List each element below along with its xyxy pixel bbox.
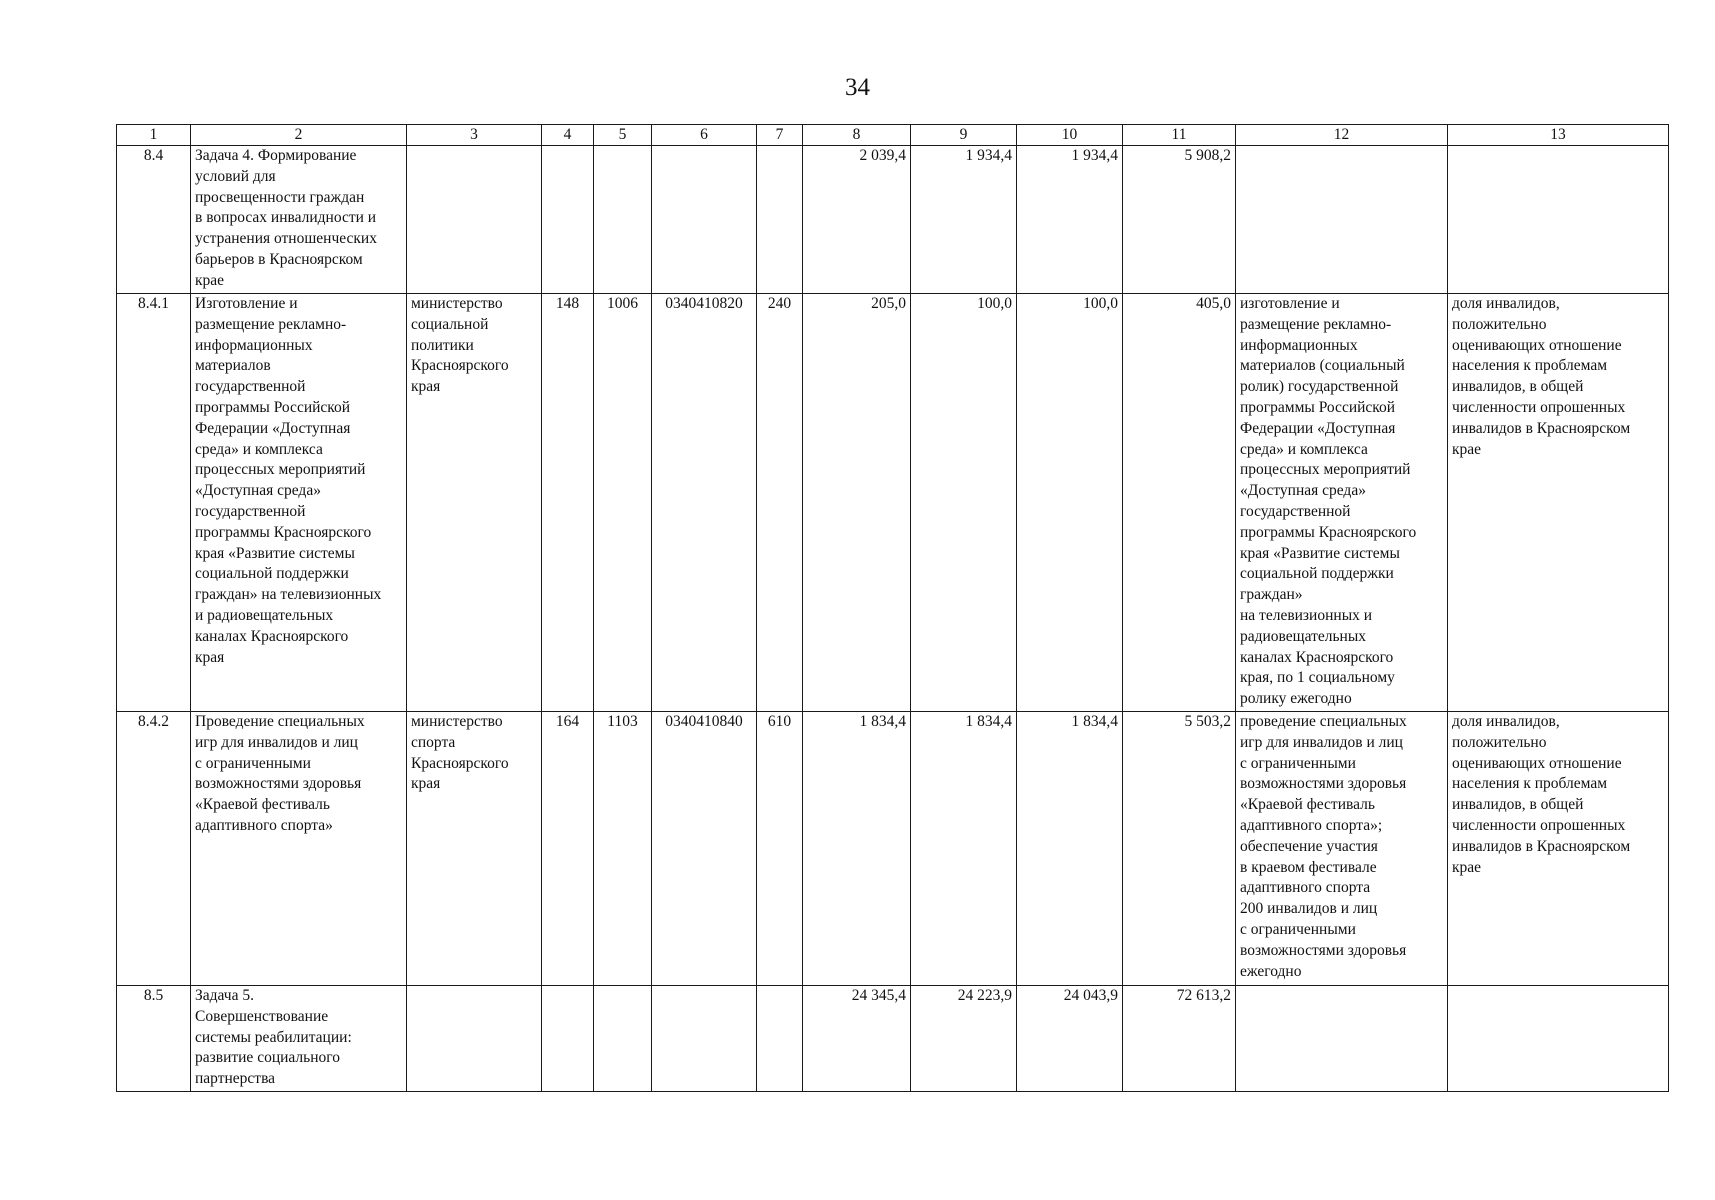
expected-result-cell [1236, 986, 1448, 1092]
column-header: 8 [803, 125, 911, 146]
year3-amount-cell: 1 834,4 [1017, 712, 1123, 986]
year1-amount-cell: 1 834,4 [803, 712, 911, 986]
vr-cell [757, 986, 803, 1092]
total-amount-cell: 5 908,2 [1123, 146, 1236, 294]
table-row [117, 712, 1669, 986]
executor-cell: министерство спорта Красноярского края [407, 712, 542, 986]
column-number-header-row [117, 125, 1669, 146]
column-header: 1 [117, 125, 191, 146]
grbs-cell: 148 [542, 294, 594, 712]
table-row [117, 986, 1669, 1092]
row-number-cell: 8.4 [117, 146, 191, 294]
vr-cell [757, 146, 803, 294]
indicator-cell: доля инвалидов, положительно оценивающих отношение населения к проблемам инвалидов, в общей численности опрошенных инвалидов в Красноярском крае [1448, 712, 1669, 986]
indicator-cell [1448, 986, 1669, 1092]
indicator-cell [1448, 146, 1669, 294]
executor-cell [407, 146, 542, 294]
column-header: 7 [757, 125, 803, 146]
executor-cell [407, 986, 542, 1092]
rzpr-cell: 1103 [594, 712, 652, 986]
expected-result-cell: изготовление и размещение рекламно- информационных материалов (социальный ролик) государственной программы Российской Федерации «Доступная среда» и комплекса процессных мероприятий «Доступная среда» государственной программы Красноярского края «Развитие системы социальной поддержки граждан» на телевизионных и радиовещательных каналах Красноярского края, по 1 социальному ролику ежегодно [1236, 294, 1448, 712]
year3-amount-cell: 24 043,9 [1017, 986, 1123, 1092]
csr-cell: 0340410840 [652, 712, 757, 986]
expected-result-cell: проведение специальных игр для инвалидов и лиц с ограниченными возможностями здоровья «Краевой фестиваль адаптивного спорта»; обеспечение участия в краевом фестивале адаптивного спорта 200 инвалидов и лиц с ограниченными возможностями здоровья ежегодно [1236, 712, 1448, 986]
csr-cell [652, 986, 757, 1092]
total-amount-cell: 72 613,2 [1123, 986, 1236, 1092]
csr-cell [652, 146, 757, 294]
executor-cell: министерство социальной политики Красноярского края [407, 294, 542, 712]
column-header: 9 [911, 125, 1017, 146]
year2-amount-cell: 1 934,4 [911, 146, 1017, 294]
table-row [117, 146, 1669, 294]
activity-name-cell: Изготовление и размещение рекламно- информационных материалов государственной программы Российской Федерации «Доступная среда» и комплекса процессных мероприятий «Доступная среда» государственной программы Красноярского края «Развитие системы социальной поддержки граждан» на телевизионных и радиовещательных каналах Красноярского края [191, 294, 407, 712]
rzpr-cell: 1006 [594, 294, 652, 712]
rzpr-cell [594, 986, 652, 1092]
expected-result-cell [1236, 146, 1448, 294]
column-header: 5 [594, 125, 652, 146]
grbs-cell [542, 986, 594, 1092]
column-header: 4 [542, 125, 594, 146]
vr-cell: 610 [757, 712, 803, 986]
total-amount-cell: 5 503,2 [1123, 712, 1236, 986]
row-number-cell: 8.5 [117, 986, 191, 1092]
column-header: 13 [1448, 125, 1669, 146]
row-number-cell: 8.4.1 [117, 294, 191, 712]
year1-amount-cell: 205,0 [803, 294, 911, 712]
year2-amount-cell: 1 834,4 [911, 712, 1017, 986]
year3-amount-cell: 100,0 [1017, 294, 1123, 712]
vr-cell: 240 [757, 294, 803, 712]
year3-amount-cell: 1 934,4 [1017, 146, 1123, 294]
table-row [117, 294, 1669, 712]
year2-amount-cell: 24 223,9 [911, 986, 1017, 1092]
row-number-cell: 8.4.2 [117, 712, 191, 986]
activity-name-cell: Задача 4. Формирование условий для просвещенности граждан в вопросах инвалидности и устранения отношенческих барьеров в Красноярском крае [191, 146, 407, 294]
year1-amount-cell: 2 039,4 [803, 146, 911, 294]
grbs-cell [542, 146, 594, 294]
activity-name-cell: Задача 5. Совершенствование системы реабилитации: развитие социального партнерства [191, 986, 407, 1092]
activity-name-cell: Проведение специальных игр для инвалидов и лиц с ограниченными возможностями здоровья «Краевой фестиваль адаптивного спорта» [191, 712, 407, 986]
grbs-cell: 164 [542, 712, 594, 986]
total-amount-cell: 405,0 [1123, 294, 1236, 712]
rzpr-cell [594, 146, 652, 294]
indicator-cell: доля инвалидов, положительно оценивающих отношение населения к проблемам инвалидов, в общей численности опрошенных инвалидов в Красноярском крае [1448, 294, 1669, 712]
column-header: 3 [407, 125, 542, 146]
column-header: 12 [1236, 125, 1448, 146]
column-header: 6 [652, 125, 757, 146]
column-header: 10 [1017, 125, 1123, 146]
year2-amount-cell: 100,0 [911, 294, 1017, 712]
column-header: 11 [1123, 125, 1236, 146]
csr-cell: 0340410820 [652, 294, 757, 712]
year1-amount-cell: 24 345,4 [803, 986, 911, 1092]
column-header: 2 [191, 125, 407, 146]
program-activities-table [116, 124, 1669, 1092]
page-number: 34 [845, 74, 870, 101]
